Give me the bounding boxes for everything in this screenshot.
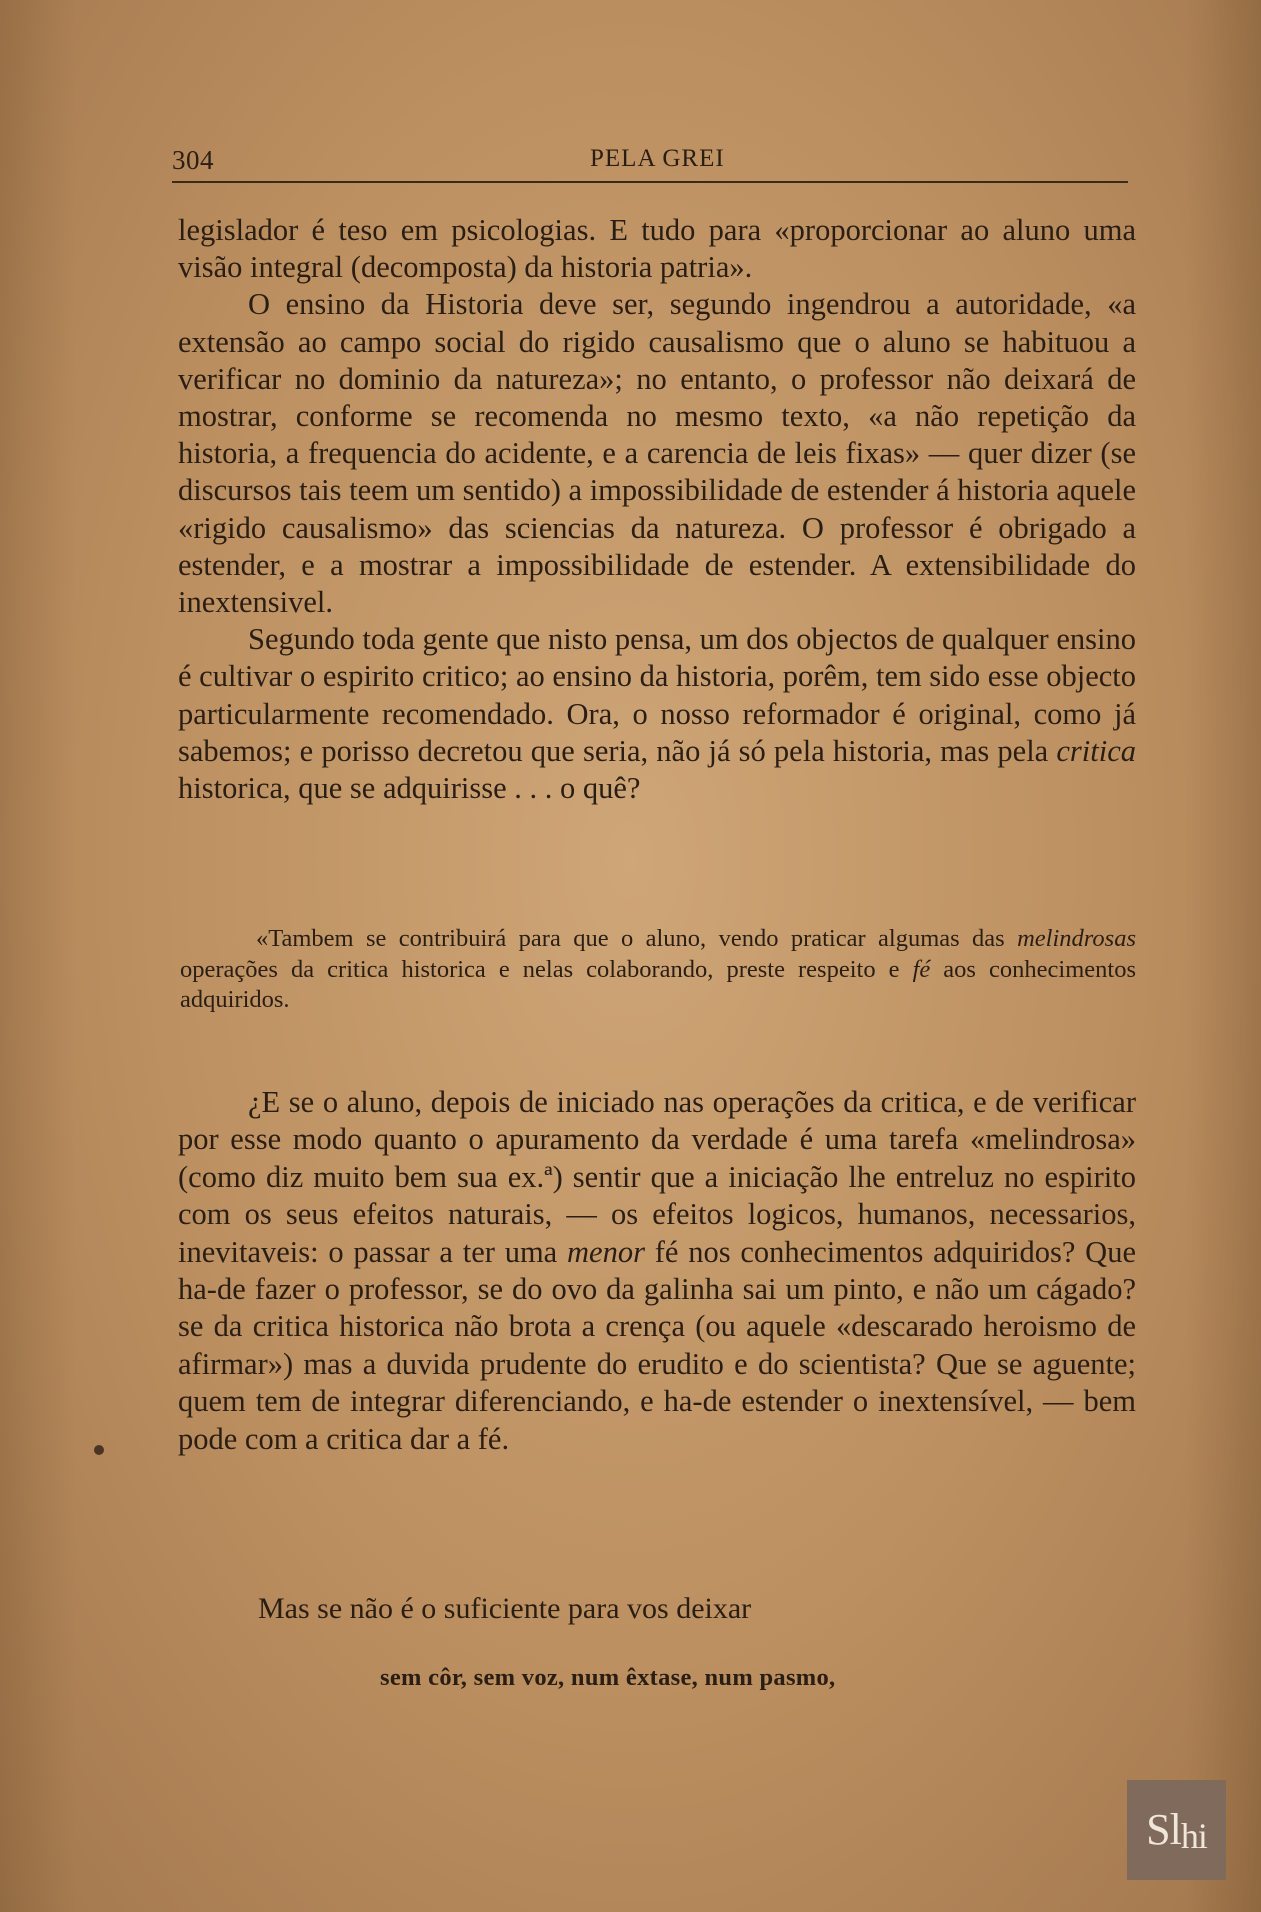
paragraph-3-emphasis: critica [1056, 733, 1136, 768]
running-head: PELA GREI [590, 145, 725, 172]
logo-letter-l: l [1169, 1805, 1181, 1854]
quote-part-c: aos conhecimentos adquiridos. [180, 955, 1136, 1013]
quote-emphasis-2: fé [912, 955, 931, 983]
library-logo [1127, 1780, 1226, 1880]
paragraph-4-part-a: ¿E se o aluno, depois de iniciado nas operações da critica, e de verificar por esse modo quanto o apuramento da verdade é uma tarefa «melindrosa» (como diz muito bem sua ex.ª) sentir que a iniciação lhe entreluz no espirito com os seus efeitos naturais, — os efeitos logicos, humanos, necessarios, inevitaveis: o passar a ter uma [178, 1085, 1136, 1269]
paragraph-1: legislador é teso em psicologias. E tudo para «proporcionar ao aluno uma visão integral (decomposta) da historia patria». [178, 213, 1136, 285]
page-number: 304 [172, 145, 214, 175]
paragraph-3 [178, 621, 1136, 807]
paragraph-2: O ensino da Historia deve ser, segundo ingendrou a autoridade, «a extensão ao campo social do rigido causalismo que o aluno se habituou a verificar no dominio da natureza»; no entanto, o professor não deixará de mostrar, conforme se recomenda no mesmo texto, «a não repetição da historia, a frequencia do acidente, e a carencia de leis fixas» — quer dizer (se discursos tais teem um sentido) a impossibilidade de estender á historia aquele «rigido causalismo» das sciencias da natureza. O professor é obrigado a estender, e a mostrar a impossibilidade de estender. A extensibilidade do inextensivel. [178, 287, 1136, 620]
quote-emphasis-1: melindrosas [1017, 925, 1136, 952]
block-quote [180, 924, 1136, 1016]
quote-part-b: operações da critica historica e nelas colaborando, preste respeito e [180, 955, 913, 983]
verse-line-1: Mas se não é o suficiente para vos deixar [258, 1592, 752, 1625]
paragraph-3-part-a: Segundo toda gente que nisto pensa, um dos objectos de qualquer ensino é cultivar o espirito critico; ao ensino da historia, porêm, tem sido esse objecto particularmente recomendado. Ora, o nosso reformador é original, como já sabemos; e porisso decretou que seria, não já só pela historia, mas pela [178, 622, 1136, 768]
paragraph-4 [178, 1084, 1136, 1458]
quote-paragraph [180, 924, 1136, 1016]
verse-line-2: sem côr, sem voz, num êxtase, num pasmo, [380, 1664, 836, 1691]
paragraph-3-part-b: historica, que se adquirisse . . . o quê? [178, 771, 641, 806]
page-header [172, 145, 1128, 183]
main-text-block [178, 212, 1136, 807]
margin-dot [94, 1445, 104, 1455]
logo-letter-s: S [1146, 1805, 1170, 1854]
paragraph-4-emphasis: menor [567, 1234, 645, 1269]
quote-part-a: «Tambem se contribuirá para que o aluno, vendo praticar algumas das [256, 925, 1018, 952]
second-text-block [178, 1084, 1136, 1458]
paragraph-4-part-b: fé nos conhecimentos adquiridos? Que ha-de fazer o professor, se do ovo da galinha sai um pinto, e não um cágado? se da critica historica não brota a crença (ou aquele «descarado heroismo de afirmar») mas a duvida prudente do erudito e do scientista? Que se aguente; quem tem de integrar diferenciando, e ha-de estender o inextensível, — bem pode com a critica dar a fé. [178, 1234, 1136, 1456]
logo-letters-hi: hi [1180, 1816, 1207, 1856]
